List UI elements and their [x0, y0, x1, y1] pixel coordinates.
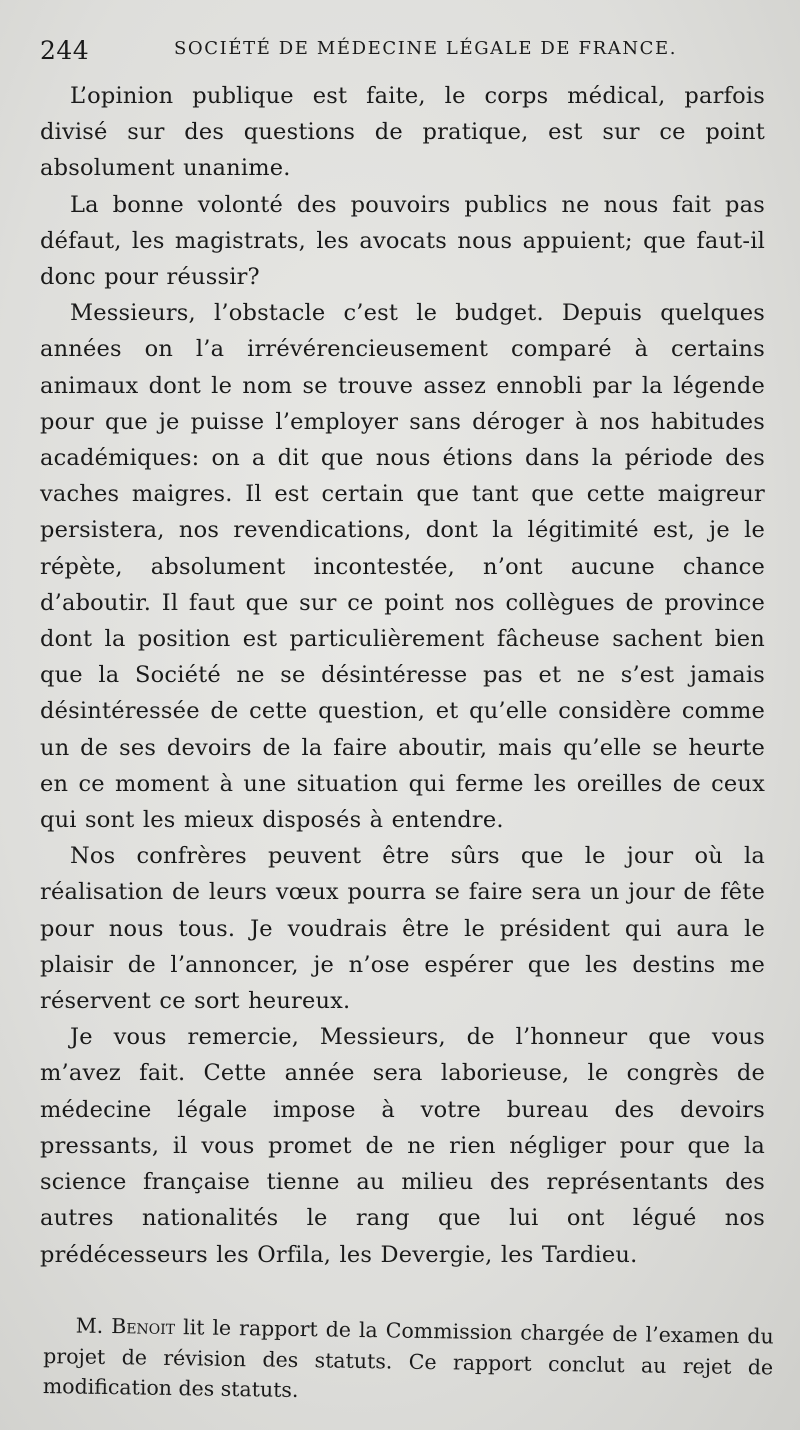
page-number: 244 [40, 36, 90, 65]
running-title: SOCIÉTÉ DE MÉDECINE LÉGALE DE FRANCE. [174, 38, 678, 59]
minutes-text: lit le rapport de la Commission chargée de l’examen du projet de révision des statuts. Ce rapport conclut au rejet de modification des statuts. [42, 1315, 774, 1403]
minutes-speaker: M. Benoit [75, 1313, 176, 1340]
minutes-note [43, 1310, 774, 1413]
running-head [40, 34, 760, 66]
paragraph-budget: Messieurs, l’obstacle c’est le budget. Depuis quelques années on l’a irrévérencieusement comparé à certains animaux dont le nom se trouve assez ennobli par la légende pour que je puisse l’employer sans déroger à nos habitudes académiques: on a dit que nous étions dans la période des vaches maigres. Il est certain que tant que cette maigreur persistera, nos revendications, dont la légitimité est, je le répète, absolument incontestée, n’ont aucune chance d’aboutir. Il faut que sur ce point nos collègues de province dont la position est particulièrement fâcheuse sachent bien que la Société ne se désintéresse pas et ne s’est jamais désintéressée de cette question, et qu’elle considère comme un de ses devoirs de la faire aboutir, mais qu’elle se heurte en ce moment à une situation qui ferme les oreilles de ceux qui sont les mieux disposés à entendre. [40, 300, 765, 834]
minutes-paragraph [43, 1310, 774, 1413]
paragraph-thanks: Je vous remercie, Messieurs, de l’honneur que vous m’avez fait. Cette année sera laborieuse, le congrès de médecine légale impose à votre bureau des devoirs pressants, il vous promet de ne rien négliger pour que la science française tienne au milieu des représentants des autres nationalités le rang que lui ont légué nos prédécesseurs les Orfila, les Devergie, les Tardieu. [40, 1024, 765, 1268]
paragraph-goodwill: La bonne volonté des pouvoirs publics ne nous fait pas défaut, les magistrats, les avocats nous appuient; que faut-il donc pour réussir? [40, 191, 765, 291]
body-text [40, 78, 765, 1273]
paragraph-colleagues: Nos confrères peuvent être sûrs que le jour où la réalisation de leurs vœux pourra se faire sera un jour de fête pour nous tous. Je voudrais être le président qui aura le plaisir de l’annoncer, je n’ose espérer que les destins me réservent ce sort heureux. [40, 843, 765, 1015]
paragraph-opinion: L’opinion publique est faite, le corps médical, parfois divisé sur des questions de pratique, est sur ce point absolument unanime. [40, 83, 765, 182]
